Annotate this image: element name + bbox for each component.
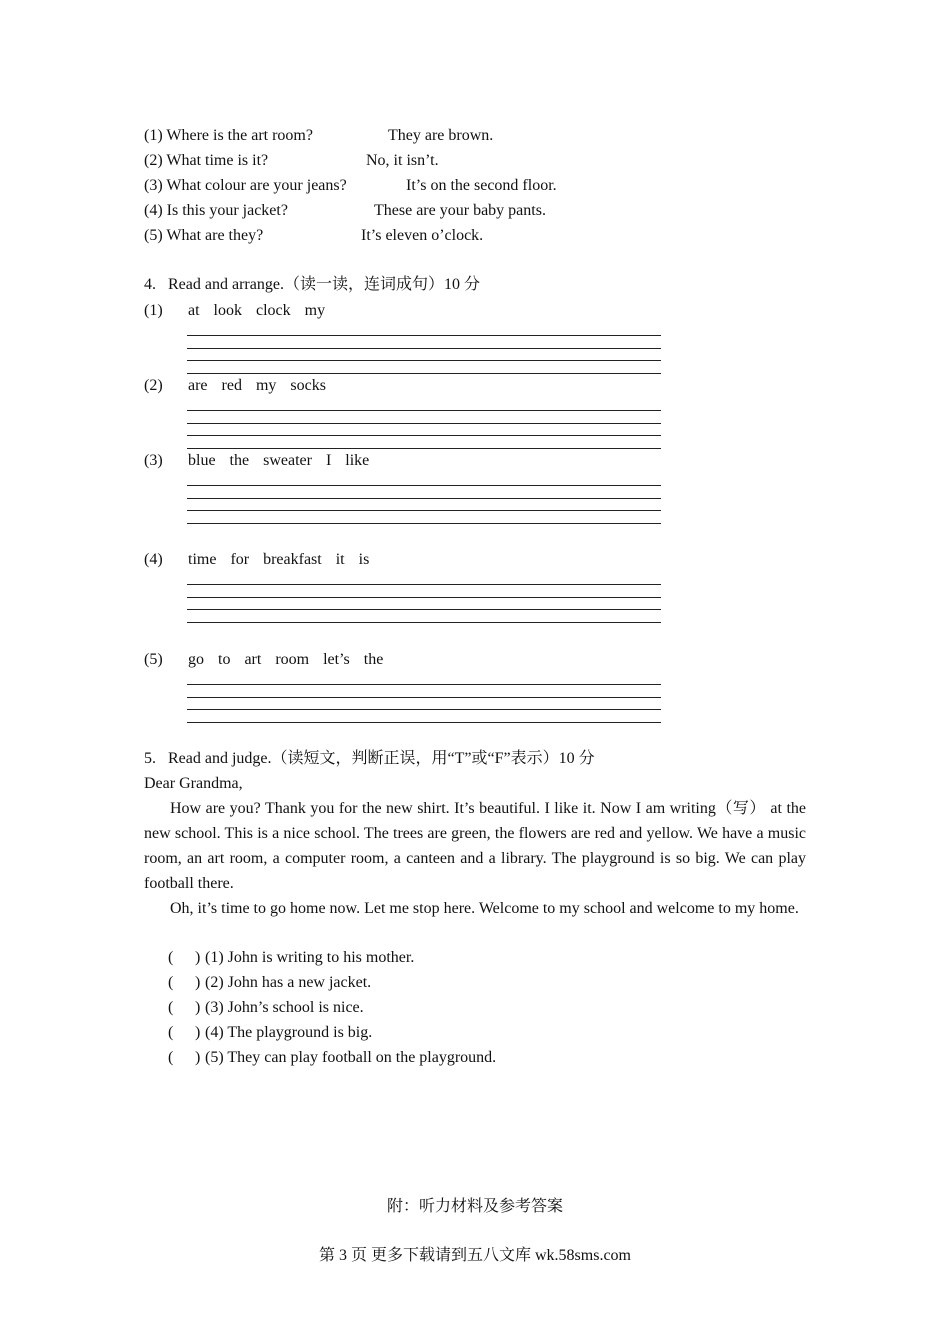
word: it (335, 551, 345, 568)
answer-line[interactable] (187, 360, 661, 361)
section4-title: 4. Read and arrange.（读一读，连词成句）10 分 (144, 276, 480, 293)
answer-line[interactable] (187, 622, 661, 623)
answer-line[interactable] (187, 485, 661, 486)
answer: They are brown. (388, 127, 494, 144)
answer-blank-close: ) (195, 974, 201, 991)
answer-line[interactable] (187, 722, 661, 723)
answer: It’s on the second floor. (406, 177, 557, 194)
question: (4) Is this your jacket? (144, 202, 288, 219)
item-number: (5) (144, 651, 163, 668)
letter-greeting: Dear Grandma, (144, 775, 243, 792)
item-number: (1) (144, 302, 163, 319)
word-list (188, 550, 383, 570)
answer-blank-open[interactable]: ( (168, 1049, 174, 1066)
word: to (218, 651, 231, 668)
word: the (363, 651, 384, 668)
answer-line[interactable] (187, 609, 661, 610)
answer-line[interactable] (187, 584, 661, 585)
answer-blank-open[interactable]: ( (168, 999, 174, 1016)
question: (1) Where is the art room? (144, 127, 313, 144)
answer: It’s eleven o’clock. (361, 227, 484, 244)
section5-title: 5. Read and judge.（读短文，判断正误，用“T”或“F”表示）10 分 (144, 750, 595, 767)
letter-paragraph-1: How are you? Thank you for the new shirt. It’s beautiful. I like it. Now I am writing（写） at the new school. This is a nice school. The trees are green, the flowers are red and yellow. We have a music room, an art room, a computer room, a canteen and a library. The playground is so big. We can play football there. (144, 800, 806, 892)
answer-blank-open[interactable]: ( (168, 974, 174, 991)
word: breakfast (263, 551, 322, 568)
word-list (188, 650, 397, 670)
answer-line[interactable] (187, 423, 661, 424)
word: socks (290, 377, 326, 394)
question: (5) What are they? (144, 227, 264, 244)
page-footer: 第 3 页 更多下载请到五八文库 wk.58sms.com (318, 1247, 631, 1264)
question: (2) What time is it? (144, 152, 269, 169)
answer-blank-close: ) (195, 1049, 201, 1066)
answer-blank-close: ) (195, 1024, 201, 1041)
answer: These are your baby pants. (374, 202, 546, 219)
answer-line[interactable] (187, 410, 661, 411)
answer-blank-close: ) (195, 999, 201, 1016)
word: clock (256, 302, 291, 319)
word: like (345, 452, 370, 469)
word: are (188, 377, 208, 394)
word: for (230, 551, 250, 568)
answer-line[interactable] (187, 697, 661, 698)
appendix-heading: 附：听力材料及参考答案 (386, 1198, 563, 1215)
statement: (1) John is writing to his mother. (205, 949, 415, 966)
answer-line[interactable] (187, 448, 661, 449)
word: art (244, 651, 262, 668)
word: go (188, 651, 204, 668)
answer-line[interactable] (187, 597, 661, 598)
question: (3) What colour are your jeans? (144, 177, 347, 194)
word: my (255, 377, 277, 394)
answer-line[interactable] (187, 348, 661, 349)
word: is (358, 551, 370, 568)
word: red (221, 377, 242, 394)
word-list (188, 301, 339, 321)
letter-paragraph-2: Oh, it’s time to go home now. Let me stop here. Welcome to my school and welcome to my home. (170, 900, 799, 917)
statement: (2) John has a new jacket. (205, 974, 372, 991)
item-number: (3) (144, 452, 163, 469)
word-list (188, 376, 340, 396)
word: sweater (263, 452, 312, 469)
answer-line[interactable] (187, 335, 661, 336)
word: look (213, 302, 242, 319)
answer-line[interactable] (187, 510, 661, 511)
answer-line[interactable] (187, 435, 661, 436)
word: at (188, 302, 200, 319)
word: time (188, 551, 217, 568)
answer-line[interactable] (187, 684, 661, 685)
answer-blank-open[interactable]: ( (168, 1024, 174, 1041)
word: let’s (323, 651, 350, 668)
answer-blank-close: ) (195, 949, 201, 966)
word: blue (188, 452, 216, 469)
answer-blank-open[interactable]: ( (168, 949, 174, 966)
item-number: (4) (144, 551, 163, 568)
answer-line[interactable] (187, 498, 661, 499)
word: the (229, 452, 250, 469)
word: my (304, 302, 326, 319)
answer-line[interactable] (187, 709, 661, 710)
item-number: (2) (144, 377, 163, 394)
answer-line[interactable] (187, 373, 661, 374)
word-list (188, 451, 383, 471)
word: I (325, 452, 332, 469)
statement: (5) They can play football on the playground. (205, 1049, 497, 1066)
statement: (4) The playground is big. (205, 1024, 373, 1041)
answer: No, it isn’t. (366, 152, 439, 169)
answer-line[interactable] (187, 523, 661, 524)
statement: (3) John’s school is nice. (205, 999, 364, 1016)
word: room (275, 651, 310, 668)
